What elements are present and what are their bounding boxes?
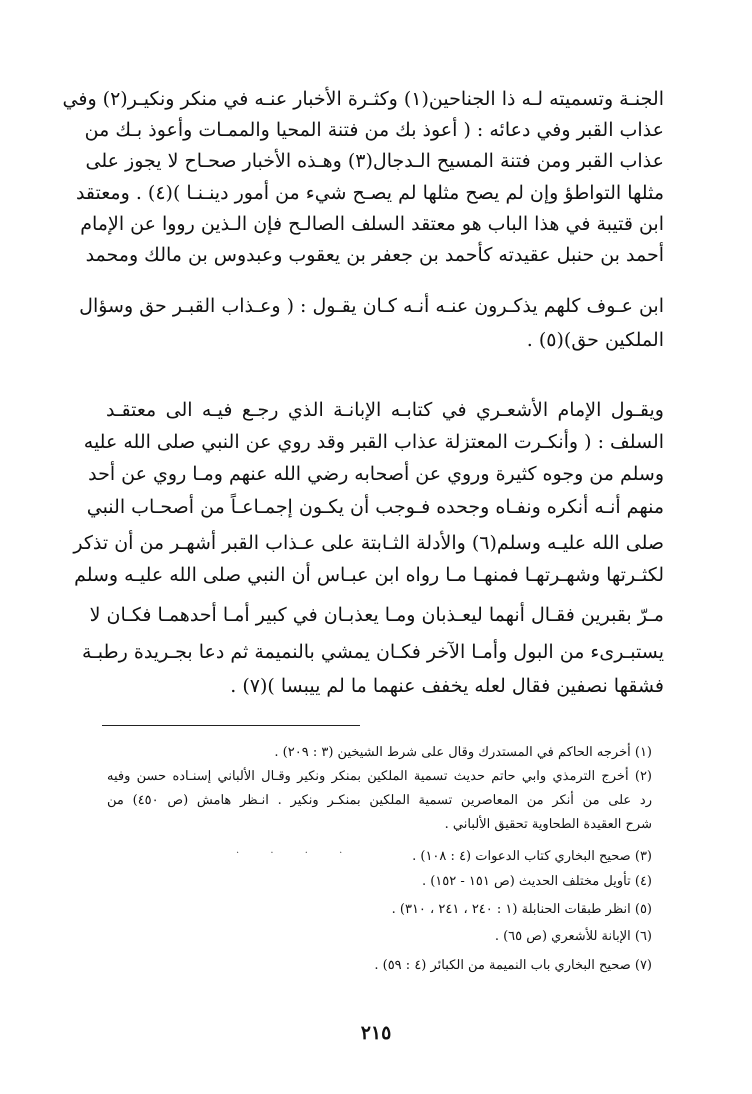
body-line: منهم أنـه أنكره ونفـاه وجحده فـوجب أن يكـون إجمـاعـاً من أصحـاب النبي: [86, 496, 664, 518]
footnote-continuation: رد على من أنكر من المعاصرين تسمية الملكين بمنكـر ونكير . انـظر هامش (ص ٤٥٠) من: [107, 793, 652, 808]
body-line: ويقـول الإمام الأشعـري في كتابـه الإبانـة الذي رجـع فيـه الى معتقـد: [106, 399, 664, 421]
body-line: وسلم من وجوه كثيرة وروي عن أصحابه رضي الله عنهم ومـا روي عن أحد: [88, 463, 664, 485]
footnote: (٧) صحيح البخاري باب النميمة من الكبائر (٤ : ٥٩) .: [374, 958, 652, 973]
footnote: (٣) صحيح البخاري كتاب الدعوات (٤ : ١٠٨) .: [412, 849, 652, 864]
body-line: الملكين حق)(٥) .: [526, 329, 664, 351]
body-line: الجنـة وتسميته لـه ذا الجناحين(١) وكثـرة الأخبار عنـه في منكر ونكيـر(٢) وفي: [62, 88, 664, 110]
page-number: ٢١٥: [360, 1022, 392, 1044]
body-line: ابن قتيبة في هذا الباب هو معتقد السلف الصالـح فإن الـذين رووا عن الإمام: [80, 213, 664, 235]
body-line: لكثـرتها وشهـرتهـا فمنهـا مـا رواه ابن عبـاس أن النبي صلى الله عليـه وسلم: [74, 564, 664, 586]
footnote-continuation: شرح العقيدة الطحاوية تحقيق الألباني .: [444, 817, 652, 832]
body-line: عذاب القبر وفي دعائه : ( أعوذ بك من فتنة المحيا والممـات وأعوذ بـك من: [84, 119, 664, 141]
body-line: يستبـرىء من البول وأمـا الآخر فكـان يمشي بالنميمة ثم دعا بجـريدة رطبـة: [82, 641, 664, 663]
footnote: (٥) انظر طبقات الحنابلة (١ : ٢٤٠ ، ٢٤١ ، ٣١٠) .: [391, 902, 652, 917]
footnote: (٦) الإبانة للأشعري (ص ٦٥) .: [494, 929, 652, 944]
footnote: (٢) أخرج الترمذي وابي حاتم حديث تسمية الملكين بمنكر ونكير وقـال الألباني إسنـاده حسن وفيه: [107, 769, 652, 784]
body-line: مثلها التواطؤ وإن لم يصح مثلها لم يصـح شيء من أمور دينـنـا )(٤) . ومعتقد: [75, 182, 664, 204]
body-line: السلف : ( وأنكـرت المعتزلة عذاب القبر وقد روي عن النبي صلى الله عليه: [83, 431, 664, 453]
print-specks: · · · ·: [236, 848, 357, 859]
body-line: فشقها نصفين فقال لعله يخفف عنهما ما لم ييبسا )(٧) .: [230, 675, 664, 697]
body-line: أحمد بن حنبل عقيدته كأحمد بن جعفر بن يعقوب وعبدوس بن مالك ومحمد: [85, 244, 664, 266]
footnote-separator: [102, 725, 360, 726]
body-line: ابن عـوف كلهم يذكـرون عنـه أنـه كـان يقـول : ( وعـذاب القبـر حق وسؤال: [79, 295, 664, 317]
body-line: عذاب القبر ومن فتنة المسيح الـدجال(٣) وهـذه الأخبار صحـاح لا يجوز على: [85, 150, 664, 172]
body-line: صلى الله عليـه وسلم(٦) والأدلة الثـابتة على عـذاب القبر أشهـر من أن تذكر: [73, 532, 664, 554]
body-line: مـرّ بقبرين فقـال أنهما ليعـذبان ومـا يعذبـان في كبير أمـا أحدهمـا فكـان لا: [89, 604, 664, 626]
footnote: (١) أخرجه الحاكم في المستدرك وقال على شرط الشيخين (٣ : ٢٠٩) .: [274, 745, 652, 760]
footnote: (٤) تأويل مختلف الحديث (ص ١٥١ - ١٥٢) .: [421, 874, 652, 889]
